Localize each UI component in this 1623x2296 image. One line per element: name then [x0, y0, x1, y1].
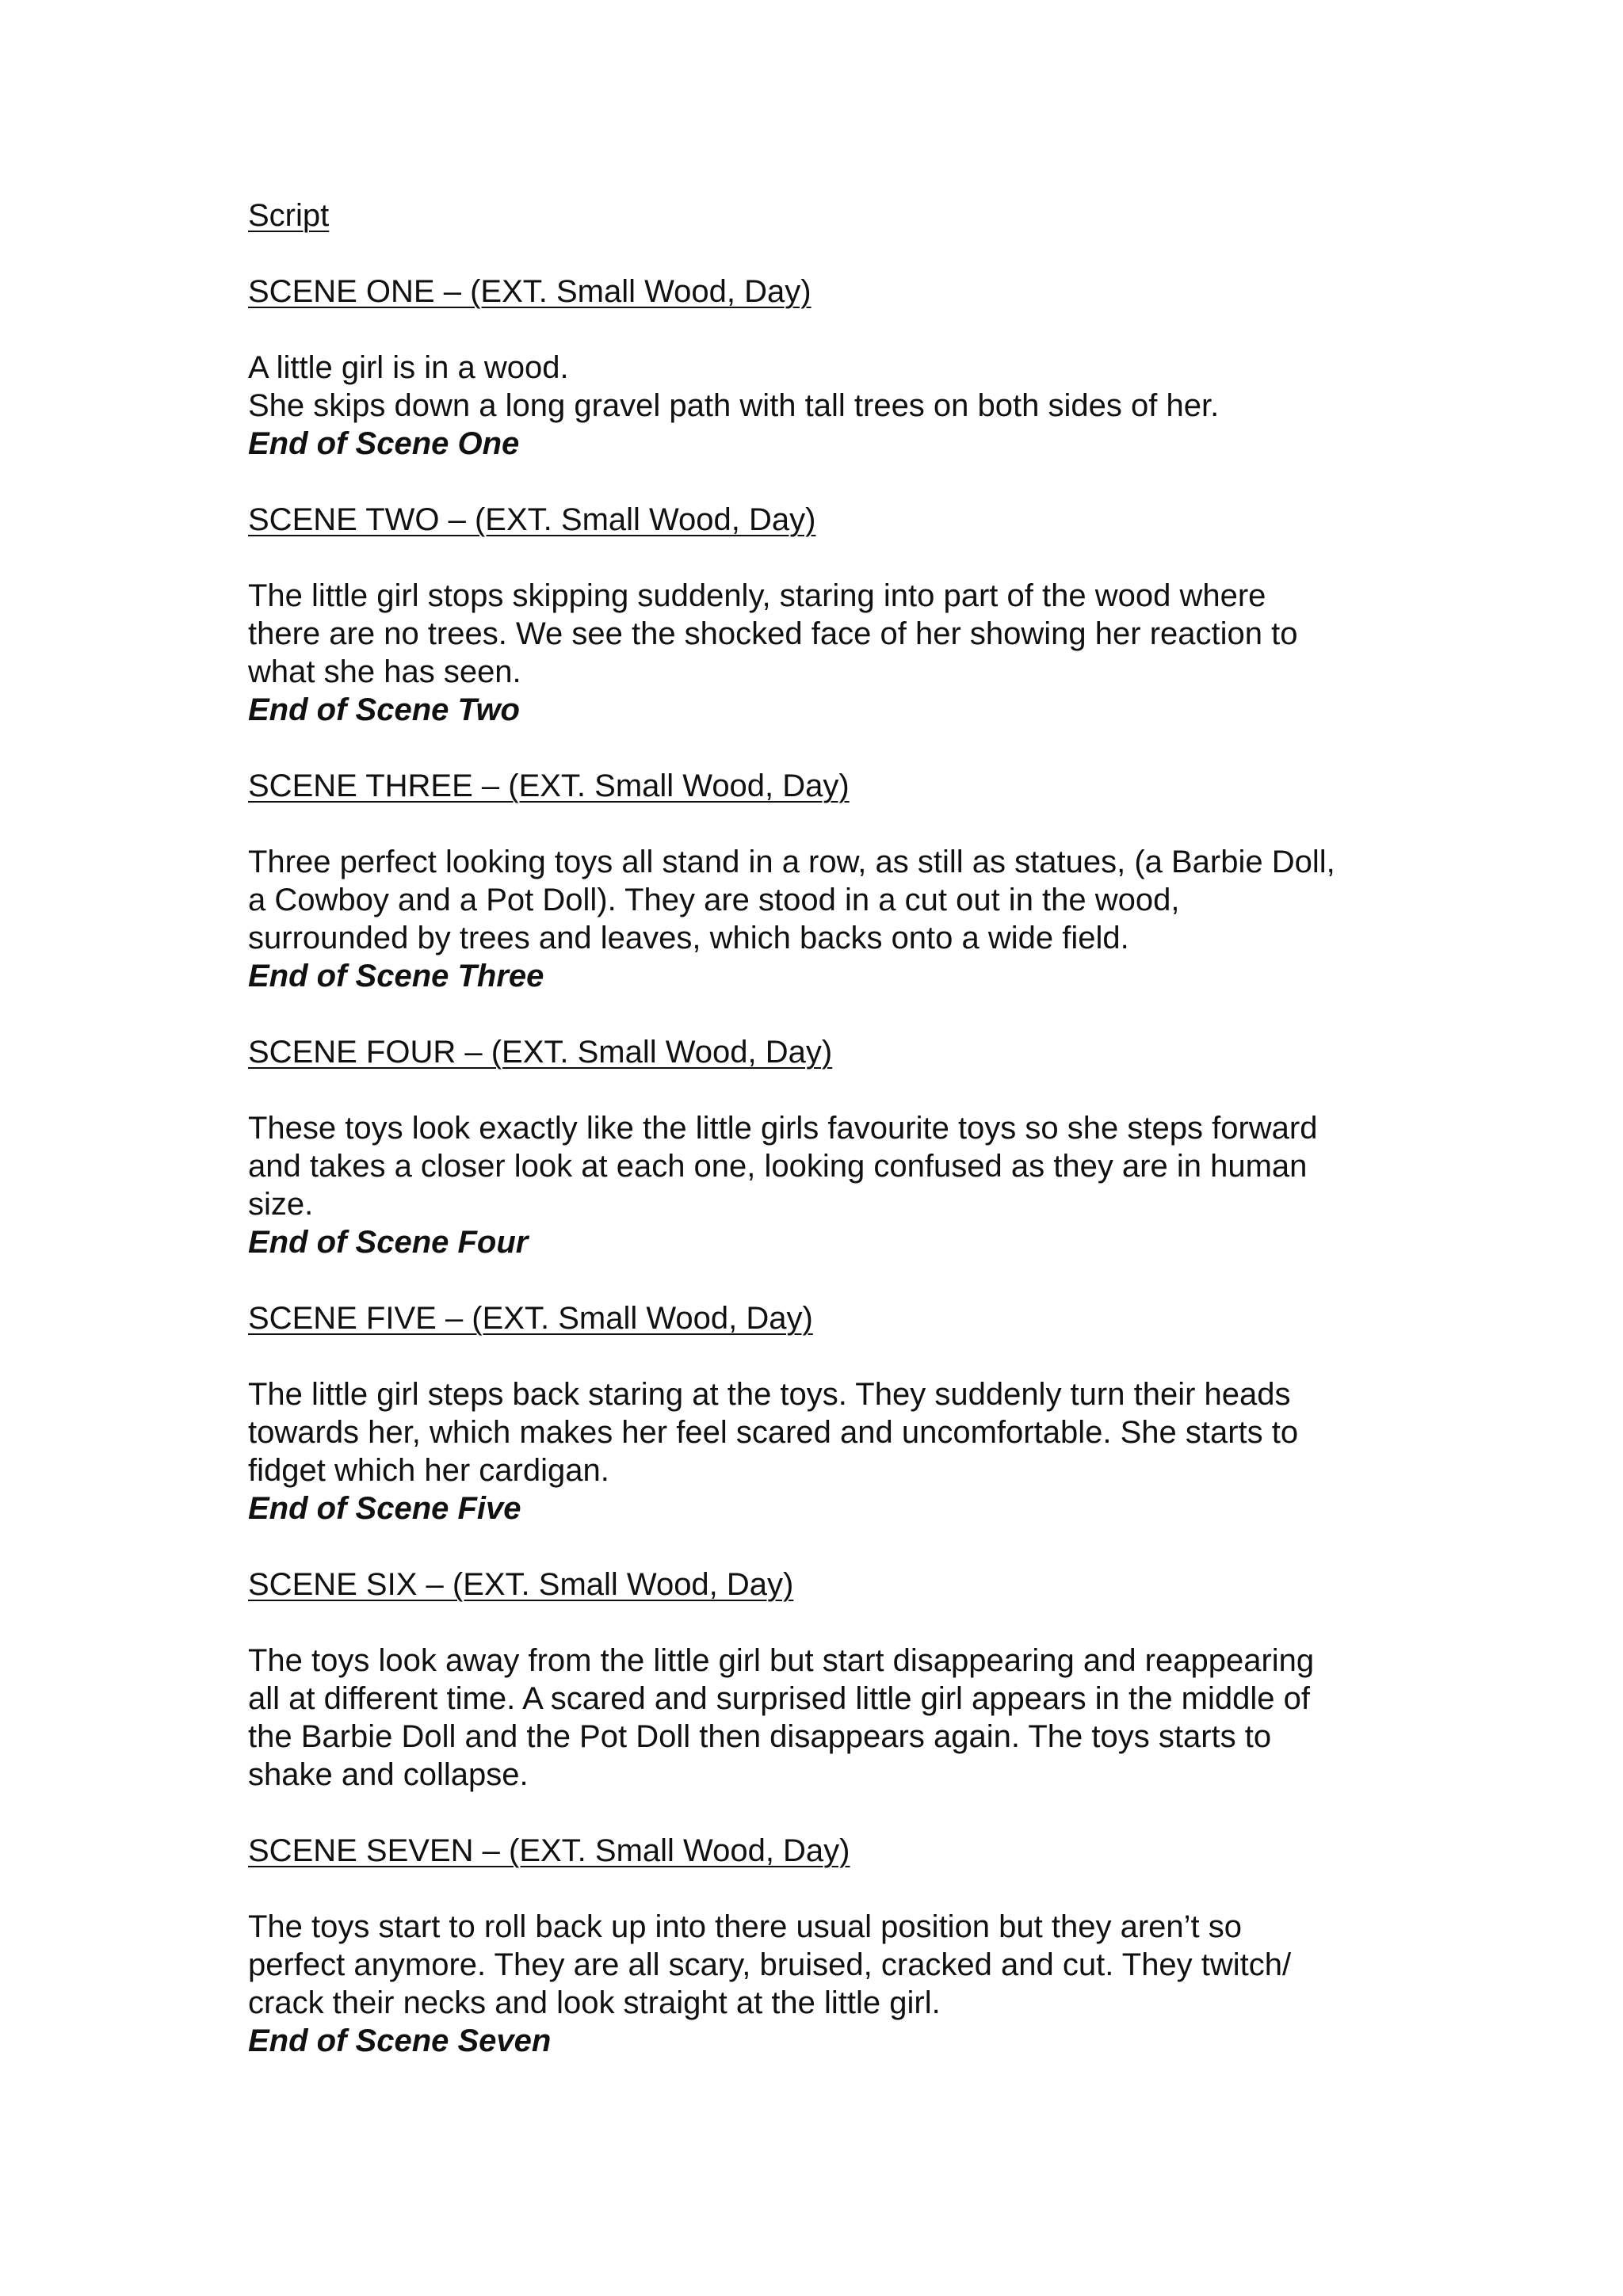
scene-block: [248, 1566, 1405, 1832]
scene-block: [248, 767, 1405, 1033]
scene-end-note: End of Scene Three: [248, 959, 544, 994]
spacer: [248, 539, 1405, 577]
scene-description-line: The little girl stops skipping suddenly, staring into part of the wood where: [248, 578, 1266, 613]
scene-block: [248, 1033, 1405, 1299]
scene-description-line: towards her, which makes her feel scared and uncomfortable. She starts to: [248, 1415, 1299, 1450]
scene-description-line: what she has seen.: [248, 654, 521, 689]
scene-heading: SCENE FOUR – (EXT. Small Wood, Day): [248, 1035, 833, 1070]
spacer: [248, 729, 1405, 767]
scene-description-line: there are no trees. We see the shocked face of her showing her reaction to: [248, 616, 1298, 651]
scene-end-note: End of Scene One: [248, 426, 520, 461]
scene-description-line: These toys look exactly like the little girls favourite toys so she steps forward: [248, 1111, 1318, 1146]
scene-description-line: Three perfect looking toys all stand in a row, as still as statues, (a Barbie Doll,: [248, 845, 1335, 879]
scene-heading: SCENE SEVEN – (EXT. Small Wood, Day): [248, 1833, 850, 1868]
scene-heading: SCENE THREE – (EXT. Small Wood, Day): [248, 769, 850, 803]
scene-block: [248, 1832, 1405, 2060]
spacer: [248, 1337, 1405, 1375]
scene-description-line: crack their necks and look straight at the little girl.: [248, 1985, 941, 2020]
scene-end-note: End of Scene Five: [248, 1491, 521, 1526]
scene-description-line: surrounded by trees and leaves, which backs onto a wide field.: [248, 921, 1129, 955]
scene-heading: SCENE ONE – (EXT. Small Wood, Day): [248, 274, 812, 309]
spacer: [248, 1604, 1405, 1642]
scene-description-line: She skips down a long gravel path with tall trees on both sides of her.: [248, 388, 1220, 423]
scene-heading: SCENE FIVE – (EXT. Small Wood, Day): [248, 1301, 813, 1336]
scene-list: [248, 273, 1405, 2060]
spacer: [248, 1794, 1405, 1832]
scene-description-line: shake and collapse.: [248, 1757, 529, 1792]
spacer: [248, 805, 1405, 843]
spacer: [248, 1870, 1405, 1908]
scene-end-note: End of Scene Four: [248, 1225, 529, 1260]
scene-description-line: and takes a closer look at each one, looking confused as they are in human: [248, 1149, 1308, 1184]
scene-description-line: The little girl steps back staring at the toys. They suddenly turn their heads: [248, 1377, 1291, 1412]
spacer: [248, 995, 1405, 1033]
spacer: [248, 311, 1405, 349]
scene-description-line: a Cowboy and a Pot Doll). They are stood in a cut out in the wood,: [248, 883, 1180, 917]
spacer: [248, 463, 1405, 501]
scene-description-line: fidget which her cardigan.: [248, 1453, 609, 1488]
scene-block: [248, 501, 1405, 767]
script-document: [248, 196, 1405, 2060]
spacer: [248, 1527, 1405, 1566]
scene-description-line: size.: [248, 1187, 314, 1222]
scene-end-note: End of Scene Seven: [248, 2023, 552, 2058]
scene-description-line: A little girl is in a wood.: [248, 350, 569, 385]
scene-block: [248, 273, 1405, 501]
spacer: [248, 1261, 1405, 1299]
scene-description-line: The toys look away from the little girl but start disappearing and reappearing: [248, 1643, 1315, 1678]
scene-description-line: The toys start to roll back up into there usual position but they aren’t so: [248, 1909, 1243, 1944]
scene-end-note: End of Scene Two: [248, 692, 520, 727]
scene-description-line: perfect anymore. They are all scary, bruised, cracked and cut. They twitch/: [248, 1947, 1292, 1982]
scene-heading: SCENE SIX – (EXT. Small Wood, Day): [248, 1567, 794, 1602]
scene-heading: SCENE TWO – (EXT. Small Wood, Day): [248, 502, 816, 537]
scene-description-line: all at different time. A scared and surprised little girl appears in the middle of: [248, 1681, 1310, 1716]
scene-description-line: the Barbie Doll and the Pot Doll then disappears again. The toys starts to: [248, 1719, 1272, 1754]
spacer: [248, 235, 1405, 273]
script-title: Script: [248, 198, 330, 233]
spacer: [248, 1071, 1405, 1109]
scene-block: [248, 1299, 1405, 1566]
